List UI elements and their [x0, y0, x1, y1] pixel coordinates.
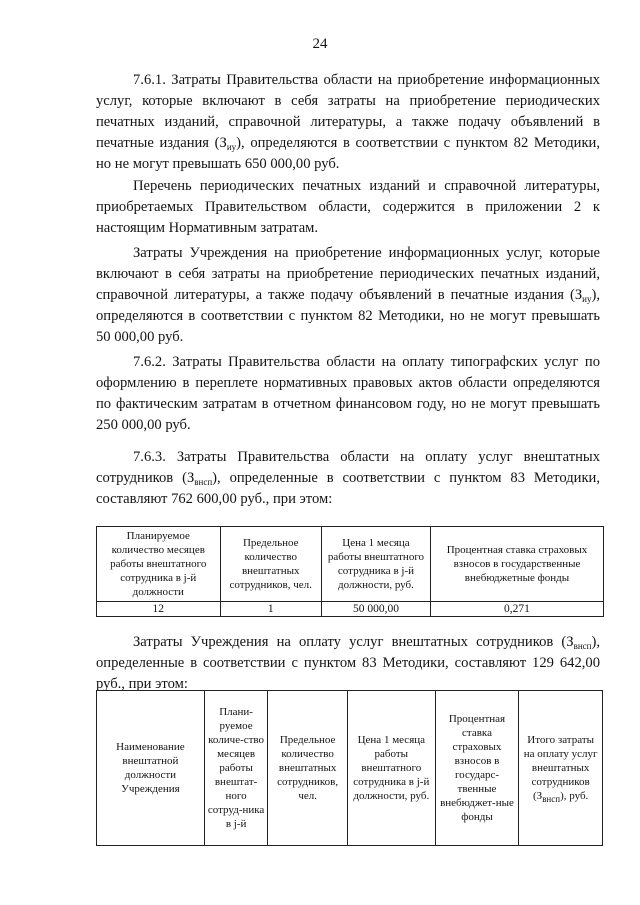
- header-monthly-price: Цена 1 месяца работы внештатного сотрудника в j-й должности, руб.: [347, 691, 435, 846]
- table-header-row: [97, 527, 604, 602]
- cell-insurance-rate: 0,271: [430, 602, 603, 617]
- table-row: [97, 602, 604, 617]
- header-months: Планируемое количество месяцев работы внештатного сотрудника в j-й должности: [97, 527, 221, 602]
- paragraph-list-note: Перечень периодических печатных изданий и справочной литературы, приобретаемых Правительством области, содержится в приложении 2 к настоящим Нормативным затратам.: [96, 178, 600, 236]
- header-monthly-price: Цена 1 месяца работы внештатного сотрудника в j-й должности, руб.: [321, 527, 430, 602]
- paragraph-7-6-3: 7.6.3. Затраты Правительства области на оплату услуг внештатных сотрудников $(З_{внсп})$, определенные в соответствии с пунктом 83 Методики, составляют 762 600,00 руб., при этом:: [96, 449, 600, 507]
- paragraph-institution-freelance: Затраты Учреждения на оплату услуг внештатных сотрудников $(З_{внсп})$, определенные в соответствии с пунктом 83 Методики, составляют 129 642,00 руб., при этом:: [96, 634, 600, 692]
- paragraph-7-6-2: 7.6.2. Затраты Правительства области на оплату типографских услуг по оформлению в переплете нормативных правовых актов области определяются по фактическим затратам в отчетном финансовом году, но не могут превышать 250 000,00 руб.: [96, 354, 600, 433]
- cell-months: 12: [97, 602, 221, 617]
- cell-max-staff: 1: [220, 602, 321, 617]
- cell-monthly-price: 50 000,00: [321, 602, 430, 617]
- page-number: 24: [312, 36, 328, 52]
- paragraph-institution-info-services: Затраты Учреждения на приобретение информационных услуг, которые включают в себя затраты на приобретение периодических печатных изданий, справочной литературы, а также подачу объявлений в печатные издания $(З_{иу})$, определяются в соответствии с пунктом 82 Методики, но не могут превышать 50 000,00 руб.: [96, 245, 600, 345]
- header-insurance-rate: Процентная ставка страховых взносов в государс-твенные внебюджет-ные фонды: [435, 691, 519, 846]
- header-position-name: Наименование внештатной должности Учреждения: [97, 691, 205, 846]
- header-insurance-rate: Процентная ставка страховых взносов в государственные внебюджетные фонды: [430, 527, 603, 602]
- header-max-staff: Предельное количество внештатных сотрудников, чел.: [220, 527, 321, 602]
- header-months: Плани-руемое количе-ство месяцев работы внештат-ного сотруд-ника в j-й: [204, 691, 268, 846]
- header-total-costs: Итого затраты на оплату услуг внештатных сотрудников $(З_{внсп})$, руб.: [519, 691, 603, 846]
- institution-freelance-costs-table: [96, 690, 603, 846]
- header-max-staff: Предельное количество внештатных сотрудников, чел.: [268, 691, 348, 846]
- government-freelance-costs-table: [96, 526, 604, 617]
- paragraph-7-6-1: 7.6.1. Затраты Правительства области на приобретение информационных услуг, которые включают в себя затраты на приобретение периодических печатных изданий, справочной литературы, а также подачу объявлений в печатные издания $(З_{иу})$, определяются в соответствии с пунктом 82 Методики, но не могут превышать 650 000,00 руб.: [96, 72, 600, 172]
- table-header-row: [97, 691, 603, 846]
